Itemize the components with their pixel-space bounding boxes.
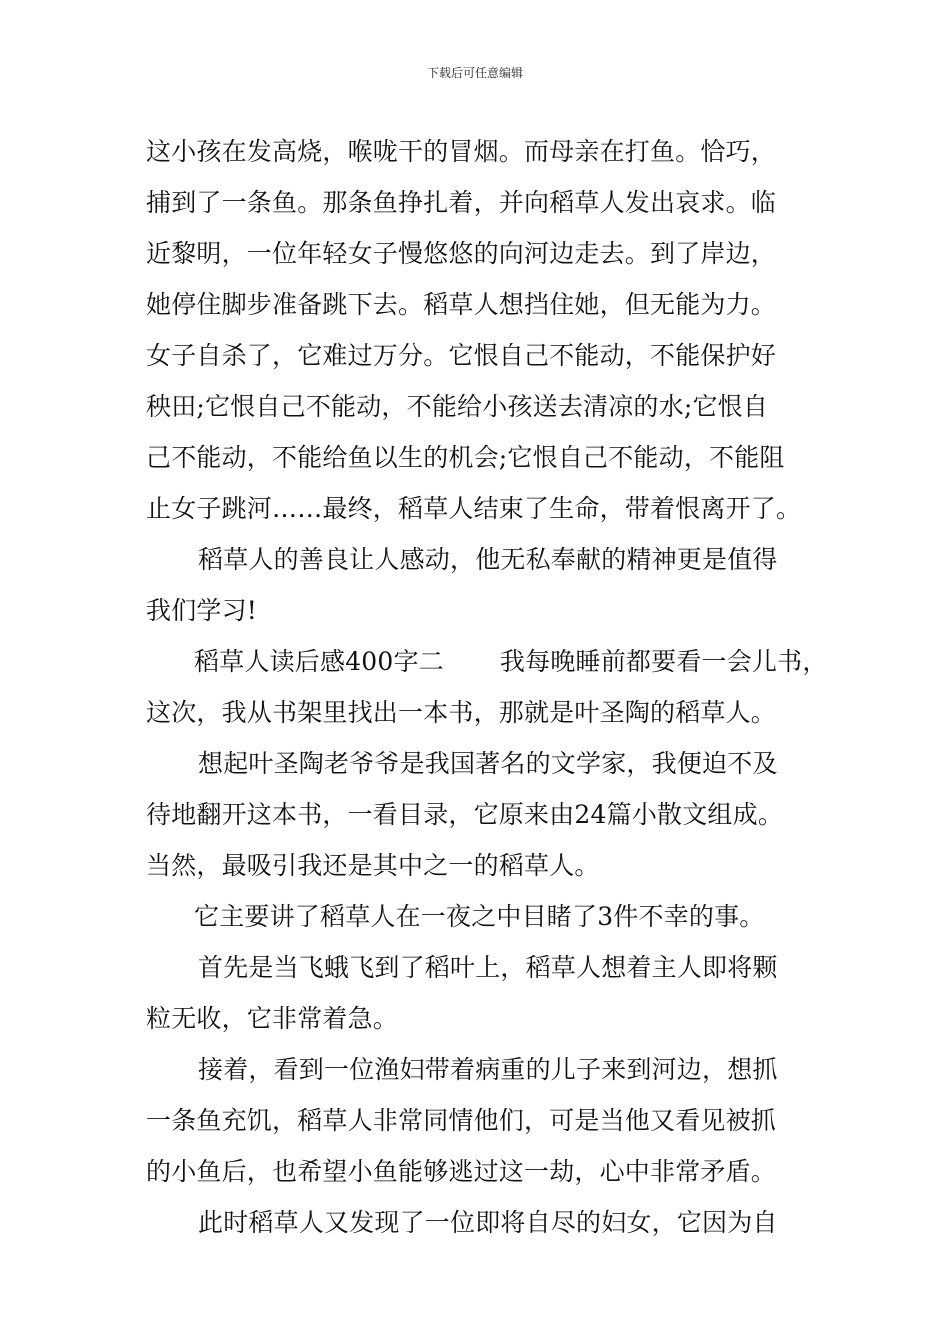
text-line: 此时稻草人又发现了一位即将自尽的妇女，它因为自 — [198, 1208, 778, 1237]
text-line: 这小孩在发高烧，喉咙干的冒烟。而母亲在打鱼。恰巧， — [146, 137, 777, 166]
text-line: 女子自杀了，它难过万分。它恨自己不能动，不能保护好 — [146, 341, 777, 370]
text-line: 止女子跳河……最终，稻草人结束了生命，带着恨离开了。 — [146, 494, 802, 523]
section-title-line — [146, 636, 828, 687]
section-title: 稻草人读后感400字二 — [194, 647, 444, 676]
text-line: 我们学习! — [146, 596, 258, 625]
text-line: 秧田;它恨自己不能动，不能给小孩送去清凉的水;它恨自 — [146, 392, 769, 421]
text-line: 当然，最吸引我还是其中之一的稻草人。 — [146, 851, 600, 880]
text-line: 近黎明，一位年轻女子慢悠悠的向河边走去。到了岸边， — [146, 239, 777, 268]
document-body — [146, 126, 828, 1248]
page-header-note: 下载后可任意编辑 — [426, 66, 523, 80]
text-line: 接着，看到一位渔妇带着病重的儿子来到河边，想抓 — [198, 1055, 778, 1084]
text-line: 稻草人的善良让人感动，他无私奉献的精神更是值得 — [198, 545, 778, 574]
text-line: 首先是当飞蛾飞到了稻叶上，稻草人想着主人即将颗 — [198, 953, 778, 982]
text-line: 粒无收，它非常着急。 — [146, 1004, 399, 1033]
text-line: 己不能动，不能给鱼以生的机会;它恨自己不能动，不能阻 — [146, 443, 785, 472]
text-line: 的小鱼后，也希望小鱼能够逃过这一劫，心中非常矛盾。 — [146, 1157, 777, 1186]
text-line: 我每晚睡前都要看一会儿书， — [499, 647, 828, 676]
text-line: 这次，我从书架里找出一本书，那就是叶圣陶的稻草人。 — [146, 698, 777, 727]
text-line: 它主要讲了稻草人在一夜之中目睹了3件不幸的事。 — [194, 902, 765, 931]
text-line: 捕到了一条鱼。那条鱼挣扎着，并向稻草人发出哀求。临 — [146, 188, 777, 217]
text-line: 想起叶圣陶老爷爷是我国著名的文学家，我便迫不及 — [198, 749, 778, 778]
text-line: 一条鱼充饥，稻草人非常同情他们，可是当他又看见被抓 — [146, 1106, 777, 1135]
text-line: 待地翻开这本书，一看目录，它原来由24篇小散文组成。 — [146, 800, 784, 829]
text-line: 她停住脚步准备跳下去。稻草人想挡住她，但无能为力。 — [146, 290, 777, 319]
